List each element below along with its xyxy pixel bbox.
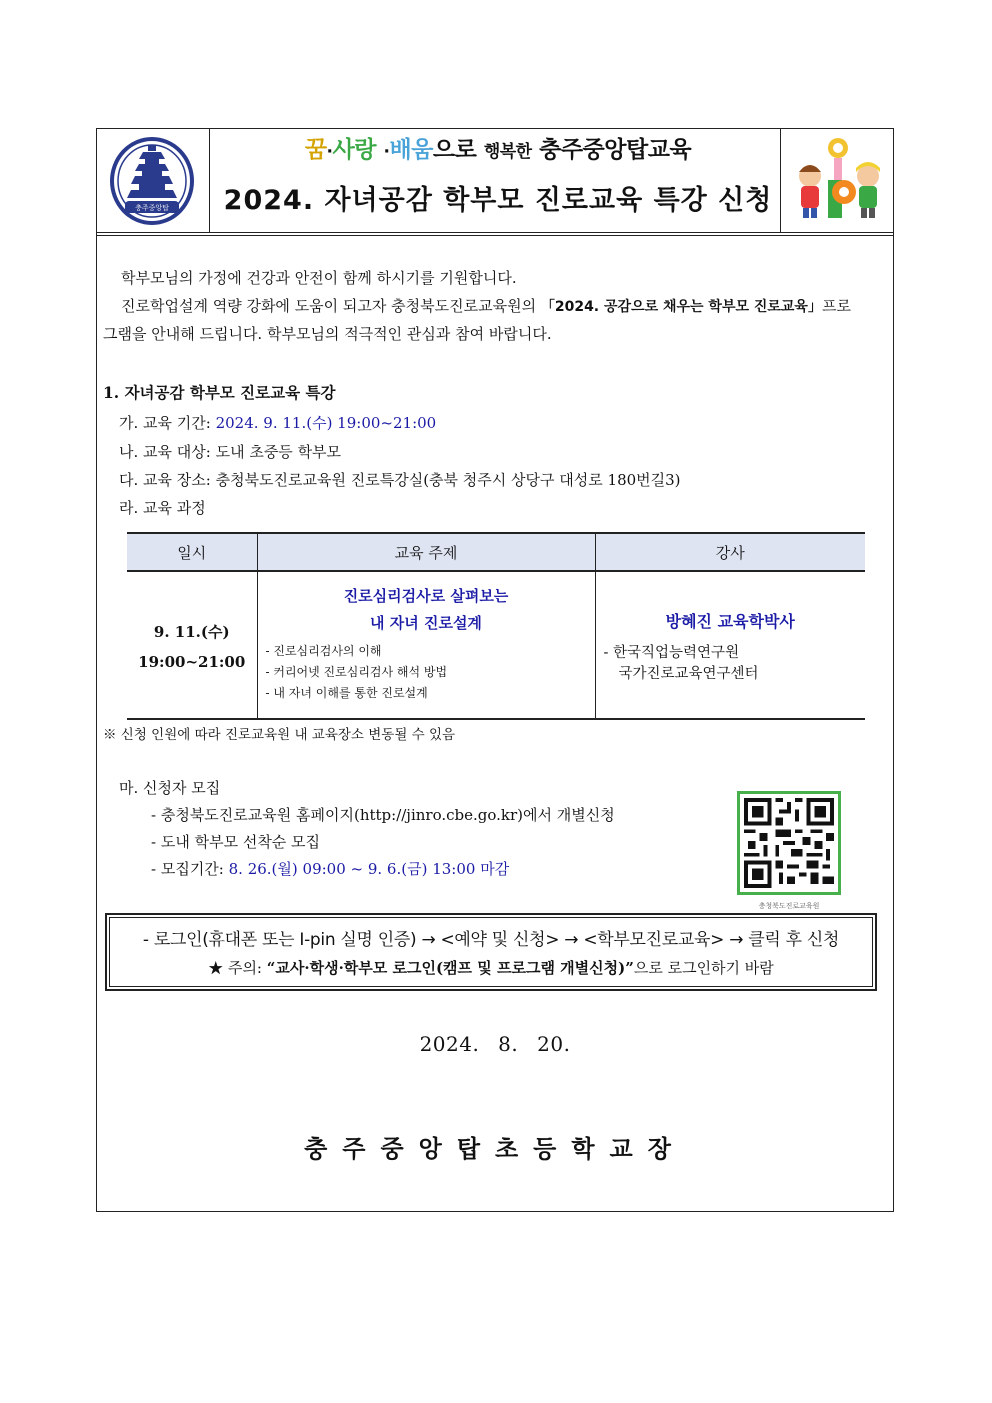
- qr-code[interactable]: [737, 791, 841, 895]
- note: ※ 신청 인원에 따라 진로교육원 내 교육장소 변동될 수 있음: [103, 727, 456, 743]
- table-row: [127, 575, 865, 719]
- intro-line-1: 학부모님의 가정에 건강과 안전이 함께 하시기를 기원합니다.: [121, 269, 517, 287]
- header: [97, 129, 893, 233]
- topic-title: 진로심리검사로 살펴보는: [343, 587, 509, 605]
- recruit-item: - 충청북도진로교육원 홈페이지(http://jinro.cbe.go.kr)에서 개별신청: [151, 806, 615, 824]
- header-divider-right: [780, 129, 781, 232]
- slogan-school: 충주중앙탑교육: [539, 137, 692, 163]
- date-cell: [127, 575, 257, 719]
- lecturer-org: 국가진로교육연구센터: [618, 665, 759, 682]
- place-line: 다. 교육 장소: 충청북도진로교육원 진로특강실(충북 청주시 상당구 대성로 180번길3): [119, 471, 681, 489]
- slogan: [222, 135, 774, 167]
- recruit-heading: 마. 신청자 모집: [119, 779, 221, 797]
- period-line: [119, 412, 436, 434]
- slogan-dot: ·: [326, 142, 333, 162]
- page-title: 2024. 자녀공감 학부모 진로교육 특강 신청: [223, 185, 773, 216]
- notice-text: 으로 로그인하기 바람: [633, 959, 774, 977]
- intro-line-2: [121, 295, 851, 318]
- lecturer-cell: [595, 575, 865, 719]
- slogan-mid: 행복한: [483, 142, 532, 162]
- pagoda-emblem-icon: [107, 135, 197, 227]
- document-date: 2024. 8. 20.: [419, 1032, 571, 1056]
- recruit-item: - 도내 학부모 선착순 모집: [151, 833, 321, 851]
- table-header: 교육 주제: [257, 533, 595, 571]
- notice-emphasis: “교사·학생·학부모 로그인(캠프 및 프로그램 개별신청)”: [266, 959, 634, 977]
- document-frame: [96, 128, 894, 1212]
- topic-list: [266, 641, 587, 704]
- recruit-period-label: - 모집기간:: [151, 860, 229, 878]
- login-notice: [107, 957, 875, 978]
- recruit-item: [151, 858, 509, 880]
- qr-code-icon: [740, 794, 838, 892]
- top-characters-icon: [790, 134, 886, 228]
- slogan-word-dream: 꿈: [304, 137, 327, 163]
- section-heading: 1. 자녀공감 학부모 진로교육 특강: [103, 383, 336, 402]
- period-value: 2024. 9. 11.(수) 19:00~21:00: [215, 414, 437, 432]
- program-name: 「2024. 공감으로 채우는 학부모 진로교육」: [540, 299, 822, 315]
- time-text: 19:00~21:00: [138, 652, 246, 671]
- slogan-word-love: 사랑: [332, 137, 376, 163]
- topic-title: 내 자녀 진로설계: [370, 614, 482, 632]
- slogan-dot: ·: [383, 142, 390, 162]
- header-divider-bottom: [97, 235, 893, 236]
- course-line: 라. 교육 과정: [119, 499, 206, 517]
- list-item: - 내 자녀 이해를 통한 진로설계: [265, 686, 428, 700]
- intro-text: 진로학업설계 역량 강화에 도움이 되고자 충청북도진로교육원의: [121, 297, 541, 315]
- intro-text: 프로: [821, 297, 851, 315]
- lecturer-name: 방혜진 교육학박사: [665, 611, 795, 631]
- table-header-row: [127, 533, 865, 571]
- topic-cell: [257, 575, 595, 719]
- qr-caption: 충청북도진로교육원: [758, 902, 820, 910]
- slogan-word-learning: 배움: [389, 137, 433, 163]
- header-divider-left: [209, 129, 210, 232]
- list-item: - 진로심리검사의 이해: [265, 644, 382, 658]
- schedule-table: [127, 532, 865, 720]
- date-text: 9. 11.(수): [153, 622, 230, 641]
- table-header: 강사: [595, 533, 865, 571]
- signature: 충주중앙탑초등학교장: [304, 1135, 686, 1163]
- recruit-period-value: 8. 26.(월) 09:00 ~ 9. 6.(금) 13:00 마감: [228, 860, 510, 878]
- lecturer-org: - 한국직업능력연구원: [603, 644, 740, 661]
- period-label: 가. 교육 기간:: [119, 414, 216, 432]
- list-item: - 커리어넷 진로심리검사 해석 방법: [265, 665, 448, 679]
- table-header: 일시: [127, 533, 257, 571]
- login-steps: - 로그인(휴대폰 또는 I-pin 실명 인증) → <예약 및 신청> → <학부모진로교육> → 클릭 후 신청: [142, 930, 840, 950]
- login-instructions-box: [105, 913, 877, 991]
- slogan-suffix: 으로: [432, 137, 477, 163]
- notice-label: ★ 주의:: [208, 959, 267, 977]
- logo-text: 충주중앙탑: [135, 204, 169, 212]
- intro-line-3: 그램을 안내해 드립니다. 학부모님의 적극적인 관심과 참여 바랍니다.: [103, 325, 552, 343]
- target-line: 나. 교육 대상: 도내 초중등 학부모: [119, 443, 342, 461]
